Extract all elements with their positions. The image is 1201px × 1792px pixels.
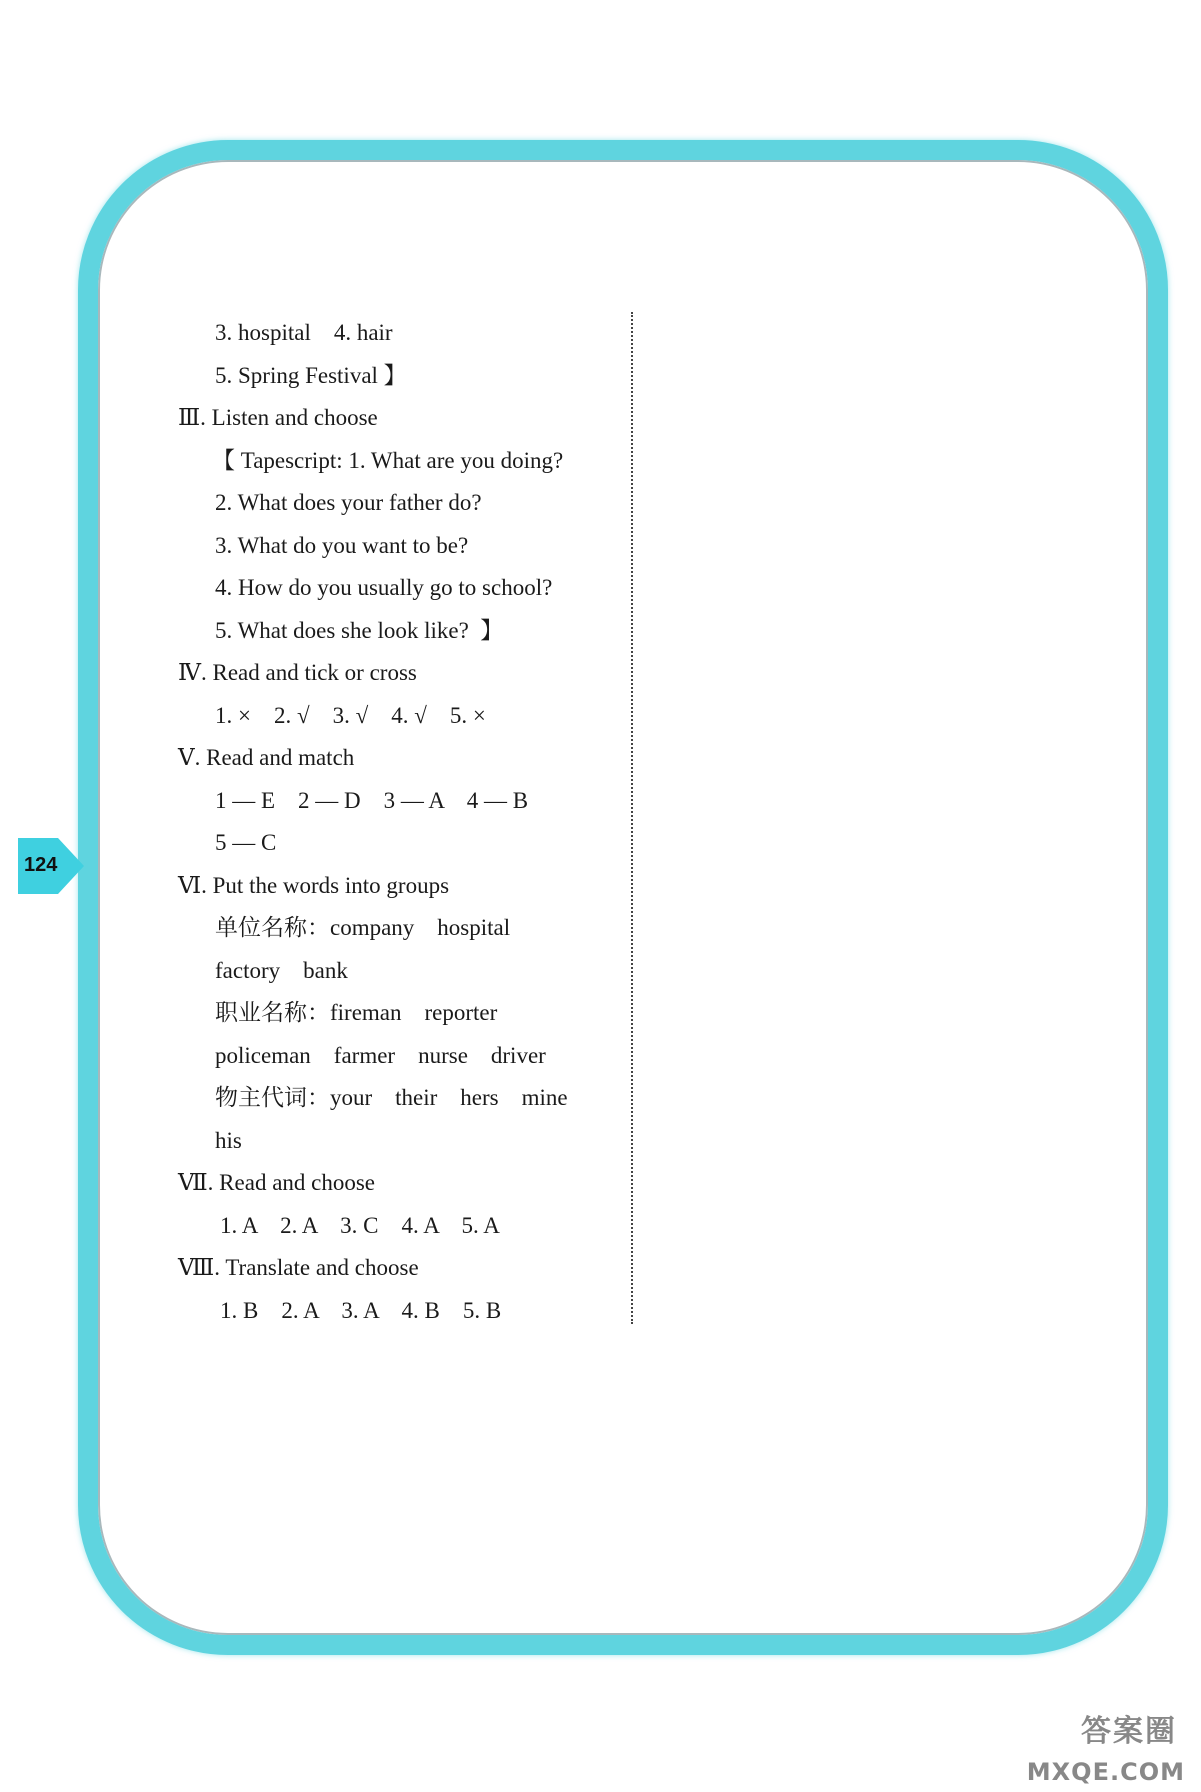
answer-line: 3. hospital 4. hair	[215, 320, 393, 345]
page-number: 124	[24, 854, 58, 876]
answer-line: 2. What does your father do?	[215, 490, 482, 515]
answer-line: 5. Spring Festival 】	[215, 362, 407, 388]
section-heading: Ⅴ. Read and match	[178, 745, 355, 770]
answer-line: policeman farmer nurse driver	[215, 1042, 546, 1068]
answer-line: 5 — C	[215, 830, 277, 855]
column-divider	[631, 312, 633, 1324]
section-heading: Ⅷ. Translate and choose	[178, 1255, 419, 1280]
answer-line: 1. × 2. √ 3. √ 4. √ 5. ×	[215, 702, 486, 728]
answer-line: factory bank	[215, 957, 348, 983]
answer-line: 4. How do you usually go to school?	[215, 575, 553, 600]
answer-line: 1. B 2. A 3. A 4. B 5. B	[220, 1297, 502, 1323]
answer-line: 5. What does she look like? 】	[215, 617, 504, 643]
section-heading: Ⅶ. Read and choose	[178, 1170, 376, 1195]
answer-line: 物主代词：your their hers mine	[215, 1085, 568, 1110]
watermark-logo-text: 答案圈	[1081, 1714, 1177, 1749]
answer-line: his	[215, 1127, 242, 1153]
answer-line: 1. A 2. A 3. C 4. A 5. A	[220, 1212, 500, 1238]
section-heading: Ⅲ. Listen and choose	[178, 405, 378, 430]
section-heading: Ⅳ. Read and tick or cross	[178, 660, 417, 685]
watermark-url: MXQE.COM	[1026, 1758, 1185, 1786]
answer-line: 【 Tapescript: 1. What are you doing?	[212, 447, 564, 473]
answer-line: 单位名称：company hospital	[215, 915, 511, 940]
answer-content	[178, 312, 618, 1332]
answer-line: 1 — E 2 — D 3 — A 4 — B	[215, 787, 529, 813]
section-heading: Ⅵ. Put the words into groups	[178, 872, 450, 898]
answer-line: 3. What do you want to be?	[215, 532, 469, 558]
answer-line: 职业名称：fireman reporter	[215, 1000, 498, 1025]
